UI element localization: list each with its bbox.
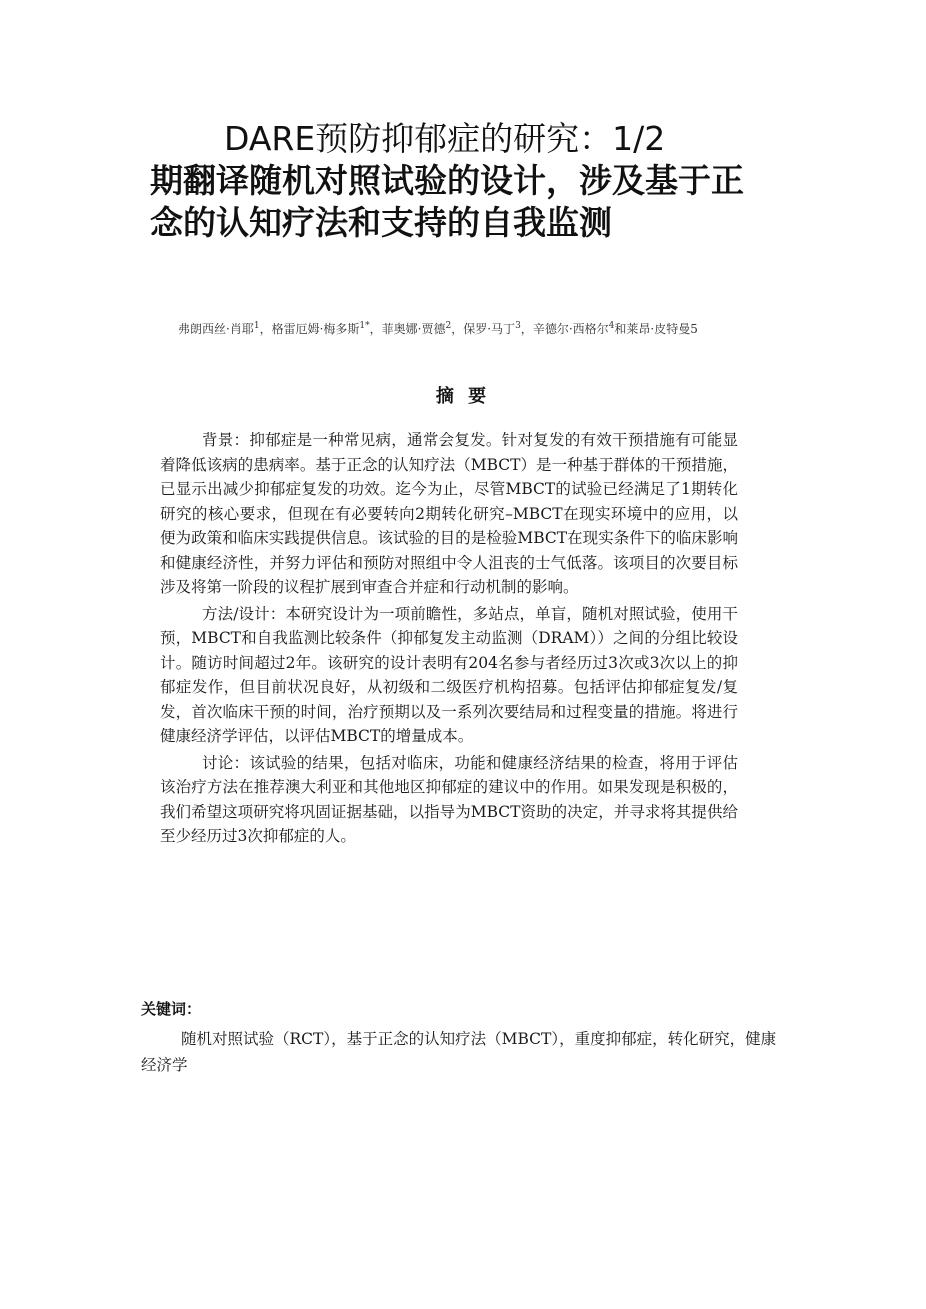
author-separator: ，	[451, 322, 464, 336]
paper-title	[150, 118, 750, 244]
title-rest: 期翻译随机对照试验的设计，涉及基于正念的认知疗法和支持的自我监测	[150, 161, 744, 242]
author-3-affiliation: 2	[445, 321, 452, 331]
author-2-affiliation: 1*	[359, 321, 370, 331]
author-5: 辛德尔·西格尔	[532, 322, 609, 336]
author-6: 和莱昂·皮特曼5	[614, 322, 698, 336]
author-separator: ，	[259, 322, 272, 336]
title-line-1: DARE预防抑郁症的研究：1/2	[224, 119, 666, 158]
author-5-affiliation: 4	[608, 321, 615, 331]
author-4: 保罗·马丁	[463, 322, 516, 336]
abstract-body	[160, 428, 738, 851]
author-1-affiliation: 1	[253, 321, 260, 331]
author-separator: ，	[520, 322, 533, 336]
author-4-affiliation: 3	[515, 321, 521, 331]
author-separator: ，	[369, 322, 382, 336]
abstract-background: 背景：抑郁症是一种常见病，通常会复发。针对复发的有效干预措施有可能显着降低该病的患病率。基于正念的认知疗法（MBCT）是一种基于群体的干预措施，已显示出减少抑郁症复发的功效。迄今为止，尽管MBCT的试验已经满足了1期转化研究的核心要求，但现在有必要转向2期转化研究–MBCT在现实环境中的应用，以便为政策和临床实践提供信息。该试验的目的是检验MBCT在现实条件下的临床影响和健康经济性，并努力评估和预防对照组中令人沮丧的士气低落。该项目的次要目标涉及将第一阶段的议程扩展到审查合并症和行动机制的影响。	[160, 431, 738, 596]
abstract-methods: 方法/设计：本研究设计为一项前瞻性，多站点，单盲，随机对照试验，使用干预，MBCT和自我监测比较条件（抑郁复发主动监测（DRAM））之间的分组比较设计。随访时间超过2年。该研究的设计表明有204名参与者经历过3次或3次以上的抑郁症发作，但目前状况良好，从初级和二级医疗机构招募。包括评估抑郁症复发/复发，首次临床干预的时间，治疗预期以及一系列次要结局和过程变量的措施。将进行健康经济学评估，以评估MBCT的增量成本。	[160, 604, 738, 745]
abstract-heading: 摘 要	[435, 386, 491, 407]
author-1: 弗朗西丝·肖耶	[178, 322, 254, 336]
author-list	[150, 313, 790, 345]
keywords-text: 随机对照试验（RCT），基于正念的认知疗法（MBCT），重度抑郁症，转化研究，健康经济学	[141, 1030, 777, 1074]
author-2: 格雷厄姆·梅多斯	[271, 322, 360, 336]
keywords-label: 关键词：	[141, 1000, 202, 1018]
abstract-discussion: 讨论：该试验的结果，包括对临床，功能和健康经济结果的检查，将用于评估该治疗方法在推荐澳大利亚和其他地区抑郁症的建议中的作用。如果发现是积极的，我们希望这项研究将巩固证据基础，以指导为MBCT资助的决定，并寻求将其提供给至少经历过3次抑郁症的人。	[160, 753, 738, 845]
author-3: 菲奥娜·贾德	[381, 322, 446, 336]
